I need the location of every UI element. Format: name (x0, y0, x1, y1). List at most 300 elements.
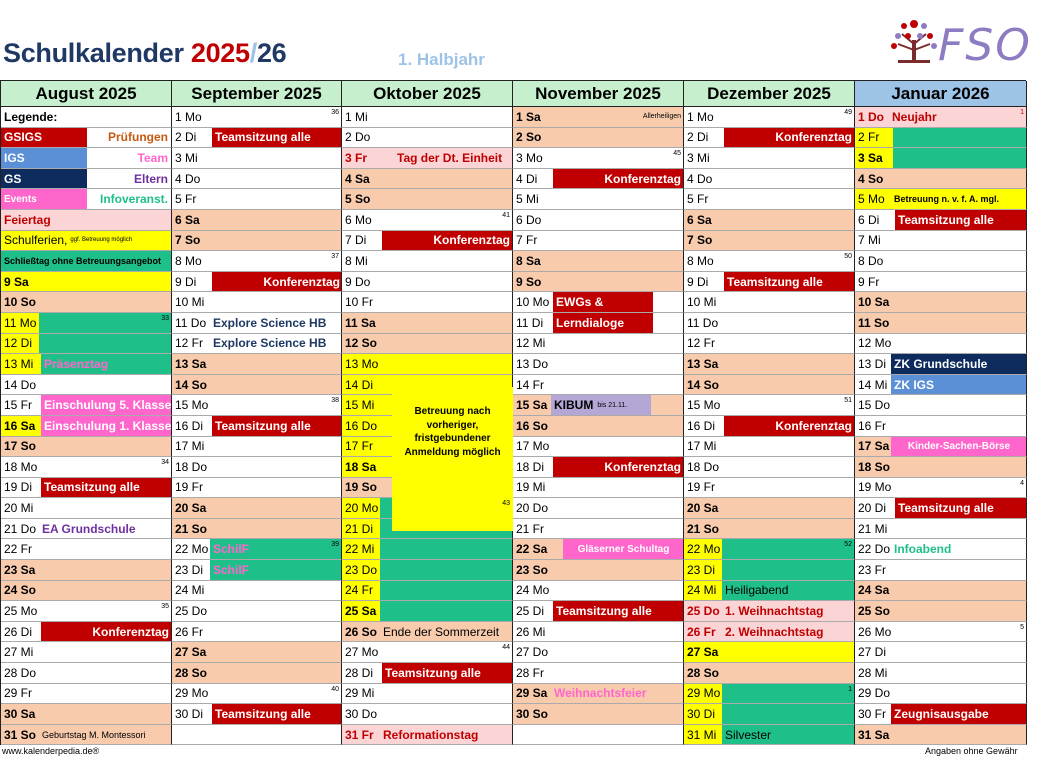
day-label: 7 So (687, 233, 713, 248)
day-label: 4 Do (687, 171, 713, 186)
day-label: 3 Mo (516, 150, 543, 165)
day-cell[interactable] (342, 272, 513, 293)
day-label: 26 So (345, 624, 378, 639)
day-cell[interactable] (684, 416, 855, 437)
day-label: 23 Fr (858, 562, 887, 577)
day-label: 15 Mi (345, 398, 375, 413)
day-cell[interactable] (855, 169, 1027, 190)
day-cell[interactable] (855, 313, 1027, 334)
day-label: 17 Fr (345, 439, 374, 454)
day-cell[interactable] (855, 704, 1027, 725)
day-cell[interactable] (855, 416, 1027, 437)
day-label: 19 Mi (516, 480, 546, 495)
day-cell[interactable] (684, 684, 855, 705)
day-cell[interactable] (684, 519, 855, 540)
day-cell[interactable] (172, 601, 342, 622)
day-label: 5 Mo (858, 192, 885, 207)
legend-row (1, 128, 172, 149)
day-cell[interactable] (513, 560, 684, 581)
day-cell[interactable] (684, 313, 855, 334)
day-cell[interactable] (342, 725, 513, 746)
day-cell[interactable] (684, 498, 855, 519)
legend-label: GSIGS (1, 128, 87, 148)
day-label: 1 Mo (175, 109, 202, 124)
day-label: 25 Di (516, 604, 545, 619)
day-cell[interactable] (855, 684, 1027, 705)
day-cell[interactable] (172, 189, 342, 210)
day-cell[interactable] (513, 684, 684, 705)
day-label: 4 Sa (345, 171, 370, 186)
day-cell[interactable] (684, 539, 855, 560)
day-label: 23 Do (345, 562, 378, 577)
day-cell[interactable] (513, 581, 684, 602)
day-cell[interactable] (342, 601, 513, 622)
day-cell[interactable] (513, 251, 684, 272)
event-label: Teamsitzung alle (212, 704, 342, 724)
day-cell[interactable] (1, 684, 172, 705)
day-cell[interactable] (513, 416, 684, 437)
day-cell[interactable] (342, 128, 513, 149)
event-label: ZK IGS (891, 375, 1027, 395)
day-label: 25 So (858, 604, 891, 619)
day-cell[interactable] (342, 334, 513, 355)
period-fill (722, 539, 854, 559)
day-label: 28 Di (345, 665, 374, 680)
day-label: 22 Fr (4, 542, 33, 557)
day-cell[interactable] (1, 601, 172, 622)
day-label: 22 Do (858, 542, 891, 557)
day-label: 12 Di (4, 336, 33, 351)
day-cell[interactable] (513, 210, 684, 231)
day-label: 15 Fr (4, 398, 33, 413)
day-label: 17 So (4, 439, 37, 454)
event-label: Teamsitzung alle (212, 128, 342, 148)
event-label: Infoabend (894, 542, 952, 557)
day-label: 23 Di (687, 562, 716, 577)
day-label: 11 Mo (4, 315, 37, 330)
day-cell[interactable] (513, 354, 684, 375)
day-label: 18 Sa (345, 459, 377, 474)
day-cell[interactable] (1, 457, 172, 478)
day-label: 14 So (175, 377, 208, 392)
week-number: 44 (502, 644, 510, 652)
day-cell[interactable] (1, 272, 172, 293)
day-cell[interactable] (855, 725, 1027, 746)
day-label: 6 Do (516, 212, 542, 227)
week-number: 37 (331, 253, 339, 261)
day-label: 12 So (345, 336, 378, 351)
legend-label: Feiertag (4, 212, 51, 227)
day-label: 15 Mo (175, 398, 209, 413)
day-cell[interactable] (684, 169, 855, 190)
day-cell[interactable] (342, 169, 513, 190)
day-label: 24 Fr (345, 583, 374, 598)
day-cell[interactable] (513, 292, 684, 313)
event-label: Konferenztag (553, 169, 684, 189)
day-cell[interactable] (513, 107, 684, 128)
day-cell[interactable] (1, 375, 172, 396)
day-cell[interactable] (855, 581, 1027, 602)
day-cell[interactable] (684, 334, 855, 355)
legend-row (1, 169, 172, 190)
day-cell[interactable] (1, 437, 172, 458)
day-cell[interactable] (513, 189, 684, 210)
month-column (513, 81, 684, 745)
day-label: 10 Sa (858, 295, 890, 310)
day-cell[interactable] (684, 560, 855, 581)
week-number: 36 (331, 109, 339, 116)
event-label: Teamsitzung alle (41, 478, 172, 498)
day-label: 27 Sa (175, 645, 207, 660)
month-header: Januar 2026 (855, 81, 1027, 107)
day-cell[interactable] (684, 642, 855, 663)
day-cell[interactable] (342, 231, 513, 252)
day-cell[interactable] (513, 272, 684, 293)
day-label: 24 Mi (687, 583, 717, 598)
week-number: 51 (844, 397, 852, 405)
day-cell[interactable] (172, 272, 342, 293)
day-cell[interactable] (513, 313, 684, 334)
day-cell[interactable] (342, 313, 513, 334)
day-cell[interactable] (684, 189, 855, 210)
day-cell[interactable] (172, 498, 342, 519)
day-cell[interactable] (855, 292, 1027, 313)
day-cell[interactable] (684, 354, 855, 375)
day-cell[interactable] (172, 334, 342, 355)
day-label: 17 Sa (858, 439, 890, 454)
day-label: 12 Fr (687, 336, 716, 351)
day-label: 24 So (4, 583, 37, 598)
day-label: 27 Mo (345, 645, 379, 660)
day-cell[interactable] (1, 539, 172, 560)
day-cell[interactable] (855, 231, 1027, 252)
day-cell[interactable] (172, 457, 342, 478)
day-cell[interactable] (172, 437, 342, 458)
day-cell[interactable] (342, 642, 513, 663)
day-label: 31 Fr (345, 727, 374, 742)
day-label: 24 Mi (175, 583, 205, 598)
day-label: 13 Sa (175, 356, 207, 371)
day-cell[interactable] (342, 539, 513, 560)
day-cell[interactable] (172, 231, 342, 252)
day-cell[interactable] (513, 395, 684, 416)
day-cell[interactable] (1, 663, 172, 684)
day-label: 15 Mo (687, 398, 721, 413)
day-cell[interactable] (855, 519, 1027, 540)
event-label: Explore Science HB (213, 336, 327, 351)
day-label: 9 Sa (4, 274, 29, 289)
day-cell[interactable] (172, 519, 342, 540)
day-cell[interactable] (684, 231, 855, 252)
day-cell[interactable] (172, 684, 342, 705)
day-label: 27 Do (516, 645, 549, 660)
day-cell[interactable] (513, 457, 684, 478)
day-label: 21 Fr (516, 521, 545, 536)
day-cell[interactable] (1, 704, 172, 725)
day-cell[interactable] (172, 642, 342, 663)
event-label: Einschulung 5. Klasse (41, 395, 172, 415)
day-cell[interactable] (342, 622, 513, 643)
day-label: 17 Mi (687, 439, 717, 454)
day-cell[interactable] (172, 725, 342, 746)
day-cell[interactable] (172, 416, 342, 437)
day-label: 6 Sa (687, 212, 712, 227)
day-cell[interactable] (513, 169, 684, 190)
day-label: 21 Do (4, 521, 37, 536)
day-label: 6 Sa (175, 212, 200, 227)
day-cell[interactable] (684, 128, 855, 149)
event-label: Tag der Dt. Einheit (397, 150, 503, 165)
day-cell[interactable] (855, 395, 1027, 416)
day-cell[interactable] (513, 704, 684, 725)
day-cell[interactable] (172, 478, 342, 499)
logo-text: FSO (938, 20, 1032, 71)
event-label: Allerheiligen (642, 113, 681, 121)
day-cell[interactable] (513, 148, 684, 169)
page-subtitle: 1. Halbjahr (398, 50, 485, 69)
day-label: 18 Do (687, 459, 720, 474)
day-cell[interactable] (855, 560, 1027, 581)
day-cell[interactable] (1, 478, 172, 499)
event-label: Lerndialoge (553, 313, 653, 333)
day-label: 25 Mo (4, 604, 38, 619)
day-cell[interactable] (172, 107, 342, 128)
day-cell[interactable] (342, 107, 513, 128)
day-cell[interactable] (1, 416, 172, 437)
day-cell[interactable] (684, 601, 855, 622)
day-cell[interactable] (684, 437, 855, 458)
day-cell[interactable] (172, 395, 342, 416)
event-label: EA Grundschule (42, 521, 136, 536)
day-cell[interactable] (342, 581, 513, 602)
day-cell[interactable] (342, 210, 513, 231)
day-cell[interactable] (513, 437, 684, 458)
day-label: 4 So (858, 171, 884, 186)
day-cell[interactable] (855, 375, 1027, 396)
week-number: 50 (844, 253, 852, 261)
page-title: Schulkalender 2025/26 (3, 38, 287, 68)
event-label: EWGs & (553, 292, 653, 312)
day-cell[interactable] (855, 601, 1027, 622)
day-label: 2 So (516, 130, 542, 145)
day-cell[interactable] (1, 313, 172, 334)
day-cell[interactable] (855, 457, 1027, 478)
legend-row (1, 231, 172, 252)
day-cell[interactable] (172, 251, 342, 272)
period-fill (893, 128, 1026, 148)
week-number: 5 (1020, 623, 1024, 631)
day-cell[interactable] (684, 478, 855, 499)
day-cell[interactable] (513, 539, 684, 560)
day-label: 7 Fr (516, 233, 538, 248)
day-cell[interactable] (1, 498, 172, 519)
period-fill (722, 684, 854, 704)
day-cell[interactable] (172, 169, 342, 190)
event-label: Konferenztag (382, 231, 513, 251)
day-cell[interactable] (855, 437, 1027, 458)
day-label: 13 Mo (345, 356, 379, 371)
day-cell[interactable] (855, 539, 1027, 560)
day-cell[interactable] (342, 560, 513, 581)
week-number: 52 (844, 541, 852, 549)
day-label: 18 So (858, 459, 891, 474)
day-label: 10 So (4, 295, 37, 310)
event-label: Teamsitzung alle (895, 498, 1026, 518)
period-fill (893, 148, 1026, 168)
day-label: 29 Fr (4, 686, 33, 701)
day-cell[interactable] (855, 272, 1027, 293)
day-label: 13 Mi (4, 356, 34, 371)
day-cell[interactable] (684, 148, 855, 169)
day-cell[interactable] (855, 251, 1027, 272)
day-cell[interactable] (855, 663, 1027, 684)
day-label: 10 Mi (687, 295, 717, 310)
day-cell[interactable] (684, 725, 855, 746)
day-cell[interactable] (684, 251, 855, 272)
day-cell[interactable] (172, 560, 342, 581)
day-cell[interactable] (684, 704, 855, 725)
day-cell[interactable] (1, 354, 172, 375)
day-cell[interactable] (855, 107, 1027, 128)
day-cell[interactable] (1, 622, 172, 643)
day-cell[interactable] (855, 642, 1027, 663)
day-label: 9 Do (345, 274, 371, 289)
day-cell[interactable] (1, 334, 172, 355)
day-cell[interactable] (172, 148, 342, 169)
calendar-grid (0, 80, 1026, 745)
day-label: 31 Mi (687, 727, 717, 742)
day-label: 5 So (345, 192, 371, 207)
day-cell[interactable] (172, 210, 342, 231)
day-cell[interactable] (172, 704, 342, 725)
day-cell[interactable] (1, 581, 172, 602)
day-cell[interactable] (1, 395, 172, 416)
day-cell[interactable] (513, 663, 684, 684)
day-label: 26 Fr (687, 624, 716, 639)
event-label: Konferenztag (212, 272, 342, 292)
day-cell[interactable] (172, 581, 342, 602)
day-label: 23 So (516, 562, 549, 577)
event-label: Ende der Sommerzeit (383, 624, 500, 639)
day-cell[interactable] (172, 622, 342, 643)
day-label: 4 Di (516, 171, 538, 186)
legend-row (1, 189, 172, 210)
day-cell[interactable] (513, 375, 684, 396)
day-label: 30 Di (175, 707, 204, 722)
day-cell[interactable] (684, 581, 855, 602)
day-cell[interactable] (1, 560, 172, 581)
day-cell[interactable] (513, 231, 684, 252)
day-cell[interactable] (342, 663, 513, 684)
day-label: 20 Sa (175, 501, 207, 516)
period-fill (722, 704, 854, 724)
source-credit: www.kalenderpedia.de® (2, 746, 100, 756)
legend-label: Events (1, 189, 87, 209)
day-cell[interactable] (855, 128, 1027, 149)
day-label: 3 Fr (345, 150, 368, 165)
day-label: 29 Mo (687, 686, 721, 701)
day-cell[interactable] (172, 663, 342, 684)
day-label: 30 Do (345, 707, 378, 722)
day-cell[interactable] (684, 395, 855, 416)
day-cell[interactable] (684, 663, 855, 684)
day-cell[interactable] (342, 292, 513, 313)
day-cell[interactable] (1, 292, 172, 313)
day-label: 30 Di (687, 707, 716, 722)
event-label: Kinder-Sachen-Börse (891, 437, 1027, 457)
day-cell[interactable] (513, 642, 684, 663)
day-label: 29 Mi (345, 686, 375, 701)
day-label: 7 Di (345, 233, 367, 248)
day-cell[interactable] (172, 539, 342, 560)
month-header: Dezember 2025 (684, 81, 855, 107)
day-cell[interactable] (684, 375, 855, 396)
day-label: 1 Mo (687, 109, 714, 124)
day-cell[interactable] (172, 354, 342, 375)
day-cell[interactable] (855, 498, 1027, 519)
event-label: Teamsitzung alle (895, 210, 1026, 230)
event-label: Zeugnisausgabe (891, 704, 1027, 724)
legend-label-right: Prüfungen (108, 130, 168, 145)
day-cell[interactable] (342, 704, 513, 725)
day-label: 24 Sa (858, 583, 890, 598)
day-cell[interactable] (172, 128, 342, 149)
day-cell[interactable] (513, 498, 684, 519)
day-cell[interactable] (684, 210, 855, 231)
day-cell[interactable] (855, 354, 1027, 375)
day-cell[interactable] (1, 642, 172, 663)
day-cell[interactable] (513, 519, 684, 540)
day-cell[interactable] (513, 128, 684, 149)
day-cell[interactable] (172, 375, 342, 396)
day-cell[interactable] (172, 313, 342, 334)
disclaimer: Angaben ohne Gewähr (925, 746, 1018, 756)
day-cell[interactable] (855, 148, 1027, 169)
day-cell[interactable] (1, 519, 172, 540)
day-cell[interactable] (855, 189, 1027, 210)
day-cell[interactable] (342, 684, 513, 705)
day-label: 30 Sa (4, 707, 36, 722)
day-cell[interactable] (513, 601, 684, 622)
day-cell[interactable] (855, 478, 1027, 499)
day-cell[interactable] (1, 725, 172, 746)
day-cell[interactable] (342, 354, 513, 375)
day-cell[interactable] (684, 622, 855, 643)
day-cell[interactable] (855, 622, 1027, 643)
day-cell[interactable] (342, 148, 513, 169)
day-cell[interactable] (855, 210, 1027, 231)
day-cell[interactable] (513, 478, 684, 499)
day-cell[interactable] (342, 251, 513, 272)
day-label: 19 Fr (175, 480, 204, 495)
legend-label: Schulferien, ggf. Betreuung möglich (4, 233, 133, 248)
day-label: 8 Mo (687, 253, 714, 268)
day-cell[interactable] (513, 725, 684, 746)
day-cell[interactable] (684, 457, 855, 478)
day-label: 15 Sa (516, 398, 548, 413)
day-cell[interactable] (172, 292, 342, 313)
day-label: 9 Di (687, 274, 709, 289)
day-cell[interactable] (684, 107, 855, 128)
day-cell[interactable] (684, 272, 855, 293)
day-cell[interactable] (684, 292, 855, 313)
month-column (172, 81, 342, 745)
day-label: 30 So (516, 707, 549, 722)
day-cell[interactable] (513, 334, 684, 355)
day-cell[interactable] (513, 622, 684, 643)
day-cell[interactable] (342, 189, 513, 210)
day-cell[interactable] (855, 334, 1027, 355)
